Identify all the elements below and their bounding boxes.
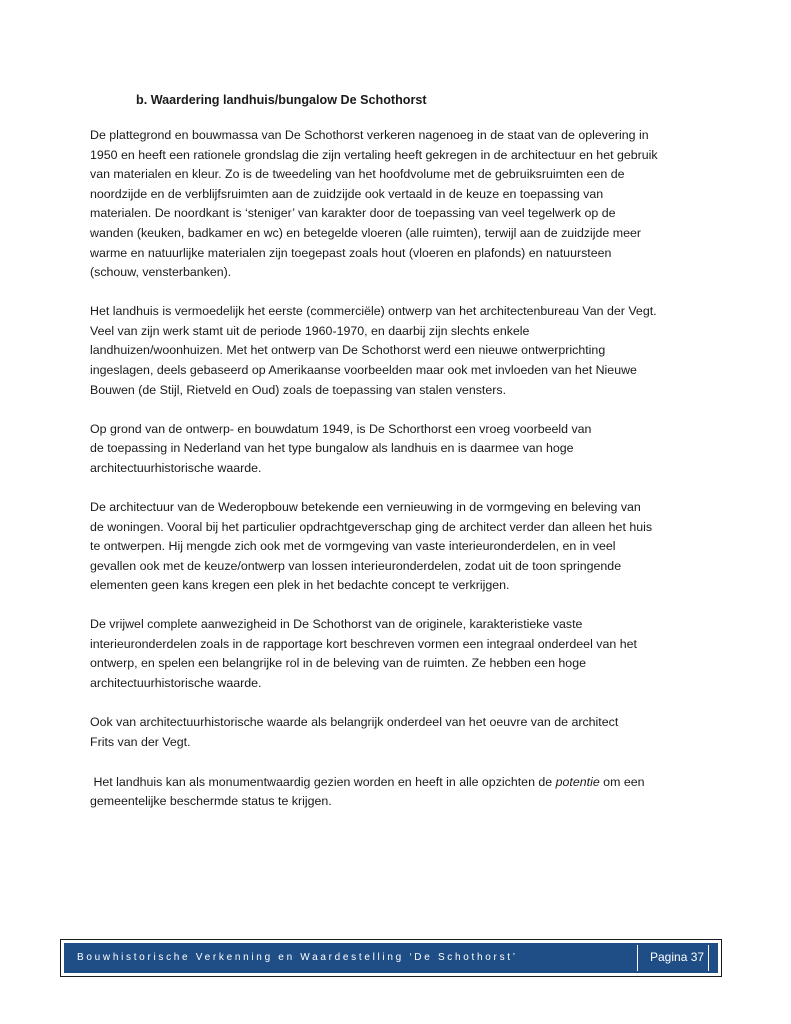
text-line: gevallen ook met de keuze/ontwerp van lossen interieuronderdelen, zodat uit de toon springende bbox=[90, 558, 622, 573]
text-line: noordzijde en de verblijfsruimten aan de zuidzijde ook vertaald in de keuze en toepassing van bbox=[90, 186, 604, 201]
text-line: interieuronderdelen zoals in de rapportage kort beschreven vormen een integraal onderdeel van het bbox=[90, 636, 637, 651]
emphasized-word: potentie bbox=[555, 774, 600, 789]
paragraph-7 bbox=[90, 773, 730, 812]
text-line: elementen geen kans kregen een plek in het bedachte concept te verkrijgen. bbox=[90, 578, 510, 593]
text-line: te ontwerpen. Hij mengde zich ook met de vormgeving van vaste interieuronderdelen, en in veel bbox=[90, 539, 616, 554]
text-line: de toepassing in Nederland van het type bungalow als landhuis en is daarmee van hoge bbox=[90, 441, 574, 456]
section-heading: b. Waardering landhuis/bungalow De Schothorst bbox=[136, 93, 427, 107]
text-line: Ook van architectuurhistorische waarde als belangrijk onderdeel van het oeuvre van de architect bbox=[90, 715, 619, 730]
text-line: landhuizen/woonhuizen. Met het ontwerp van De Schothorst werd een nieuwe ontwerprichting bbox=[90, 343, 606, 358]
text-line: De plattegrond en bouwmassa van De Schothorst verkeren nagenoeg in de staat van de oplevering in bbox=[90, 128, 649, 142]
page-number: Pagina 37 bbox=[650, 950, 705, 964]
text-line: De architectuur van de Wederopbouw betekende een vernieuwing in de vormgeving en beleving van bbox=[90, 500, 641, 514]
text-line: architectuurhistorische waarde. bbox=[90, 460, 262, 475]
paragraph-2 bbox=[90, 302, 730, 400]
paragraph-3 bbox=[90, 420, 730, 479]
text-line: Bouwen (de Stijl, Rietveld en Oud) zoals de toepassing van stalen vensters. bbox=[90, 382, 507, 397]
text-line: Op grond van de ontwerp- en bouwdatum 1949, is De Schorthorst een vroeg voorbeeld van bbox=[90, 421, 592, 436]
footer-document-title: Bouwhistorische Verkenning en Waardestelling ‘De Schothorst’ bbox=[77, 952, 518, 963]
paragraph-1 bbox=[90, 126, 730, 283]
text-line: ontwerp, en spelen een belangrijke rol in de beleving van de ruimten. Ze hebben een hoge bbox=[90, 656, 586, 671]
text-line: Het landhuis is vermoedelijk het eerste (commerciële) ontwerp van het architectenbureau Van der Vegt. bbox=[90, 304, 657, 319]
paragraph-5 bbox=[90, 615, 730, 693]
text-line: wanden (keuken, badkamer en wc) en betegelde vloeren (alle ruimten), terwijl aan de zuidzijde meer bbox=[90, 225, 641, 240]
text-line: 1950 en heeft een rationele grondslag die zijn vertaling heeft gekregen in de architectuur en het gebruik bbox=[90, 147, 658, 162]
text-line: materialen. De noordkant is ‘steniger’ van karakter door de toepassing van veel tegelwerk op de bbox=[90, 206, 616, 221]
body-text bbox=[90, 126, 730, 831]
text-segment: Het landhuis kan als monumentwaardig gezien worden en heeft in alle opzichten de bbox=[90, 774, 556, 789]
text-line: de woningen. Vooral bij het particulier opdrachtgeverschap ging de architect verder dan alleen het huis bbox=[90, 519, 653, 534]
text-line: ingeslagen, deels gebaseerd op Amerikaanse voorbeelden maar ook met invloeden van het Nieuwe bbox=[90, 363, 637, 378]
footer-page-box bbox=[637, 945, 709, 971]
footer-band bbox=[64, 943, 718, 973]
page-footer bbox=[60, 939, 722, 977]
paragraph-6 bbox=[90, 713, 730, 752]
text-line: warme en natuurlijke materialen zijn toegepast zoals hout (vloeren en plafonds) en natuursteen bbox=[90, 245, 612, 260]
text-line bbox=[90, 773, 730, 793]
text-line: gemeentelijke beschermde status te krijgen. bbox=[90, 794, 332, 809]
text-line: De vrijwel complete aanwezigheid in De Schothorst van de originele, karakteristieke vaste bbox=[90, 616, 583, 631]
text-line: Frits van der Vegt. bbox=[90, 734, 191, 749]
text-segment: om een bbox=[599, 774, 645, 789]
text-line: (schouw, vensterbanken). bbox=[90, 265, 232, 280]
text-line: van materialen en kleur. Zo is de tweedeling van het hoofdvolume met de gebruiksruimten een de bbox=[90, 167, 625, 182]
text-line: architectuurhistorische waarde. bbox=[90, 675, 262, 690]
paragraph-4 bbox=[90, 498, 730, 596]
text-line: Veel van zijn werk stamt uit de periode 1960-1970, en daarbij zijn slechts enkele bbox=[90, 323, 530, 338]
